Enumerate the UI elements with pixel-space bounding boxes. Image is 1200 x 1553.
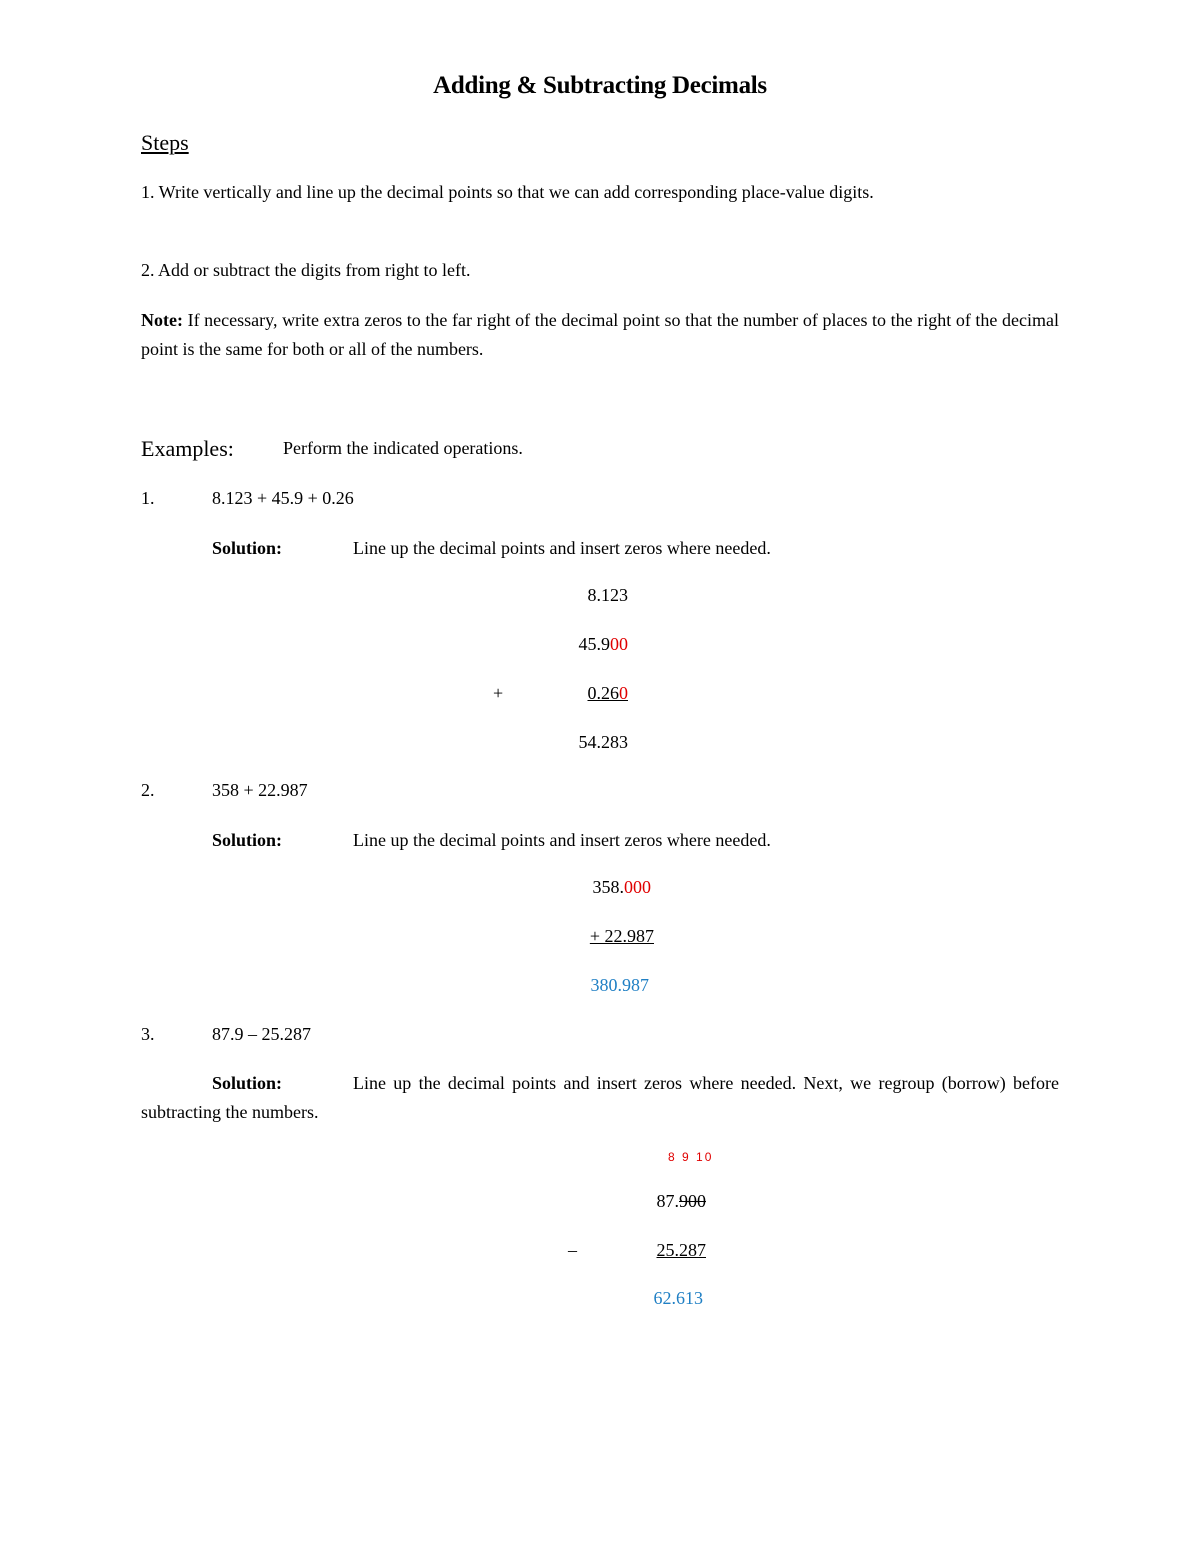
page-title: Adding & Subtracting Decimals bbox=[433, 72, 767, 99]
example-1-solution-label: Solution: bbox=[212, 538, 283, 558]
example-1-line-3-zero: 0 bbox=[619, 683, 628, 703]
step-2: 2. Add or subtract the digits from right to left. bbox=[141, 260, 471, 280]
example-3-operator: – bbox=[568, 1240, 577, 1260]
example-3-solution-text: Line up the decimal points and insert zeros where needed. Next, we regroup (borrow) before subtracting the numbers. bbox=[141, 1073, 1059, 1122]
example-3-line-1-digits: 87. bbox=[656, 1191, 679, 1211]
example-1-line-2-zeros: 00 bbox=[610, 634, 628, 654]
example-2-line-1 bbox=[593, 877, 652, 898]
example-2-line-2 bbox=[590, 926, 654, 947]
example-1-line-3-digits: 0.26 bbox=[587, 683, 619, 703]
example-3-line-1-struck: 900 bbox=[679, 1191, 706, 1211]
example-3-borrow-digits: 8 9 10 bbox=[668, 1150, 714, 1164]
example-1-solution-text: Line up the decimal points and insert zeros where needed. bbox=[353, 538, 771, 558]
example-1-line-2-digits: 45.9 bbox=[578, 634, 610, 654]
example-2-number: 2. bbox=[141, 780, 155, 800]
example-3-number: 3. bbox=[141, 1024, 155, 1044]
example-1-result: 54.283 bbox=[578, 732, 628, 752]
note-paragraph bbox=[141, 306, 1059, 364]
example-3-solution-label: Solution: bbox=[212, 1073, 283, 1093]
example-2-operator: + bbox=[589, 926, 600, 946]
examples-heading: Examples: bbox=[141, 436, 234, 461]
example-3-line-1 bbox=[657, 1191, 707, 1212]
example-2-result: 380.987 bbox=[590, 975, 649, 995]
example-1-line-3 bbox=[576, 683, 629, 704]
note-label: Note: bbox=[141, 310, 183, 330]
example-2-line-1-digits: 358. bbox=[592, 877, 624, 897]
example-2-solution-text: Line up the decimal points and insert zeros where needed. bbox=[353, 830, 771, 850]
example-1-expression: 8.123 + 45.9 + 0.26 bbox=[212, 488, 354, 508]
example-1-line-2 bbox=[579, 634, 629, 655]
step-1: 1. Write vertically and line up the decimal points so that we can add corresponding place-value digits. bbox=[141, 182, 874, 202]
example-1-line-1: 8.123 bbox=[587, 585, 628, 605]
steps-heading: Steps bbox=[141, 130, 189, 155]
example-2-line-1-zeros: 000 bbox=[624, 877, 651, 897]
example-2-expression: 358 + 22.987 bbox=[212, 780, 308, 800]
example-1-operator: + bbox=[493, 683, 504, 703]
note-text: If necessary, write extra zeros to the far right of the decimal point so that the number of places to the right of the decimal point is the same for both or all of the numbers. bbox=[141, 310, 1059, 359]
example-3-line-2: 25.287 bbox=[656, 1240, 706, 1260]
example-3-result: 62.613 bbox=[653, 1288, 703, 1308]
example-1-number: 1. bbox=[141, 488, 155, 508]
example-2-line-2-digits: 22.987 bbox=[604, 926, 654, 946]
example-3-expression: 87.9 – 25.287 bbox=[212, 1024, 311, 1044]
example-2-solution-label: Solution: bbox=[212, 830, 283, 850]
examples-instruction: Perform the indicated operations. bbox=[283, 438, 523, 458]
